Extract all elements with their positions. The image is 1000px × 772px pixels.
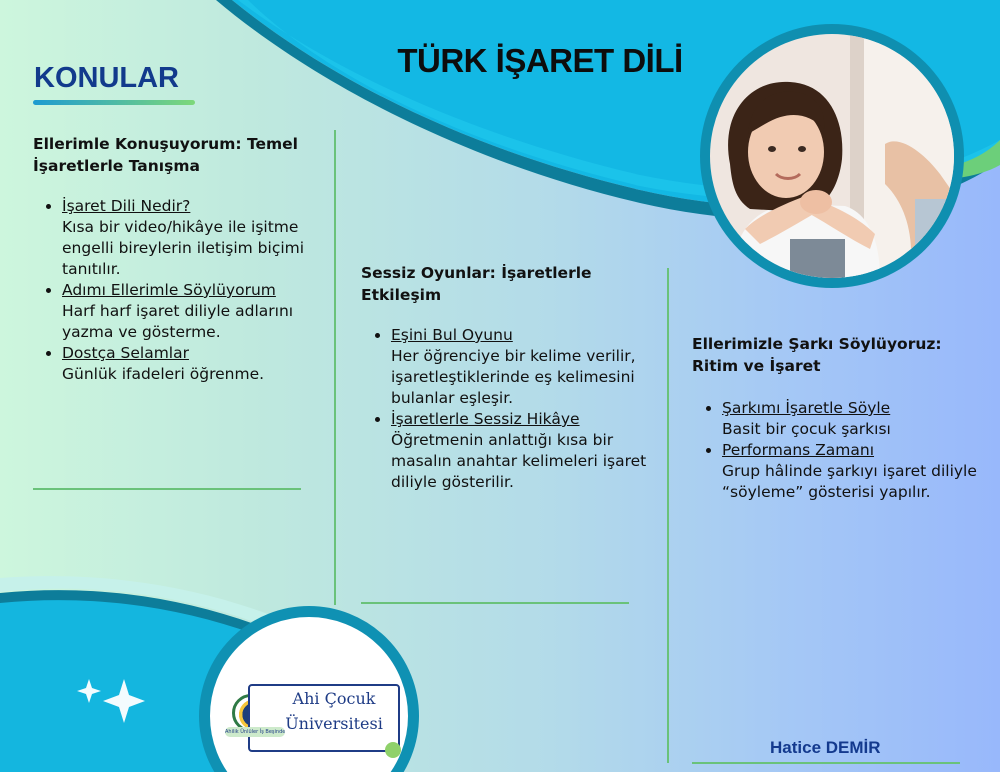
column-divider-1 bbox=[334, 130, 336, 605]
column-2-list bbox=[363, 325, 656, 493]
logo-tagline: Ahilik Ünlüler İş Beşinde bbox=[225, 729, 285, 735]
author-name: Hatice DEMİR bbox=[770, 738, 881, 757]
logo-line-1: Ahi Çocuk bbox=[292, 689, 376, 708]
item-link[interactable]: Şarkımı İşaretle Söyle bbox=[722, 399, 891, 417]
child-signing-illustration bbox=[710, 34, 954, 278]
column-1-rule bbox=[33, 488, 301, 490]
photo-frame bbox=[700, 24, 964, 288]
column-2-rule bbox=[361, 602, 629, 604]
item-link[interactable]: Eşini Bul Oyunu bbox=[391, 326, 513, 344]
item-description: Her öğrenciye bir kelime verilir, işaretleştiklerinde eş kelimesini bulanlar eşleşir. bbox=[391, 347, 636, 407]
university-logo bbox=[225, 684, 401, 762]
item-link[interactable]: Performans Zamanı bbox=[722, 441, 875, 459]
list-item bbox=[62, 196, 338, 280]
column-1-list bbox=[34, 196, 338, 385]
column-2-title: Sessiz Oyunlar: İşaretlerle Etkileşim bbox=[361, 264, 592, 304]
column-3-title: Ellerimizle Şarkı Söylüyoruz: Ritim ve İşaret bbox=[692, 335, 942, 375]
logo-line-2: Üniversitesi bbox=[285, 714, 383, 733]
item-description: Kısa bir video/hikâye ile işitme engelli bireylerin iletişim biçimi tanıtılır. bbox=[62, 218, 305, 278]
column-divider-2 bbox=[667, 268, 669, 763]
page-title: TÜRK İŞARET DİLİ bbox=[397, 42, 683, 79]
item-description: Günlük ifadeleri öğrenme. bbox=[62, 365, 265, 383]
logo-leaf-icon bbox=[385, 742, 401, 758]
column-3-list bbox=[694, 398, 982, 503]
item-link[interactable]: Dostça Selamlar bbox=[62, 344, 189, 362]
sparkle-icon bbox=[76, 675, 148, 725]
child-signing-photo bbox=[710, 34, 954, 278]
item-description: Öğretmenin anlattığı kısa bir masalın anahtar kelimeleri işaret diliyle gösterilir. bbox=[391, 431, 647, 491]
item-link[interactable]: İşaret Dili Nedir? bbox=[62, 197, 191, 215]
list-item bbox=[722, 398, 982, 440]
item-link[interactable]: İşaretlerle Sessiz Hikâye bbox=[391, 410, 580, 428]
item-description: Basit bir çocuk şarkısı bbox=[722, 420, 891, 438]
list-item bbox=[391, 409, 656, 493]
list-item bbox=[722, 440, 982, 503]
column-1-title: Ellerimle Konuşuyorum: Temel İşaretlerle Tanışma bbox=[33, 135, 298, 175]
item-description: Grup hâlinde şarkıyı işaret diliyle “söyleme” gösterisi yapılır. bbox=[722, 462, 977, 501]
topics-heading: KONULAR bbox=[34, 62, 179, 94]
column-3-rule bbox=[692, 762, 960, 764]
list-item bbox=[62, 280, 338, 343]
topics-heading-underline bbox=[33, 100, 195, 105]
list-item bbox=[391, 325, 656, 409]
list-item bbox=[62, 343, 338, 385]
item-description: Harf harf işaret diliyle adlarını yazma ve gösterme. bbox=[62, 302, 294, 341]
item-link[interactable]: Adımı Ellerimle Söylüyorum bbox=[62, 281, 276, 299]
